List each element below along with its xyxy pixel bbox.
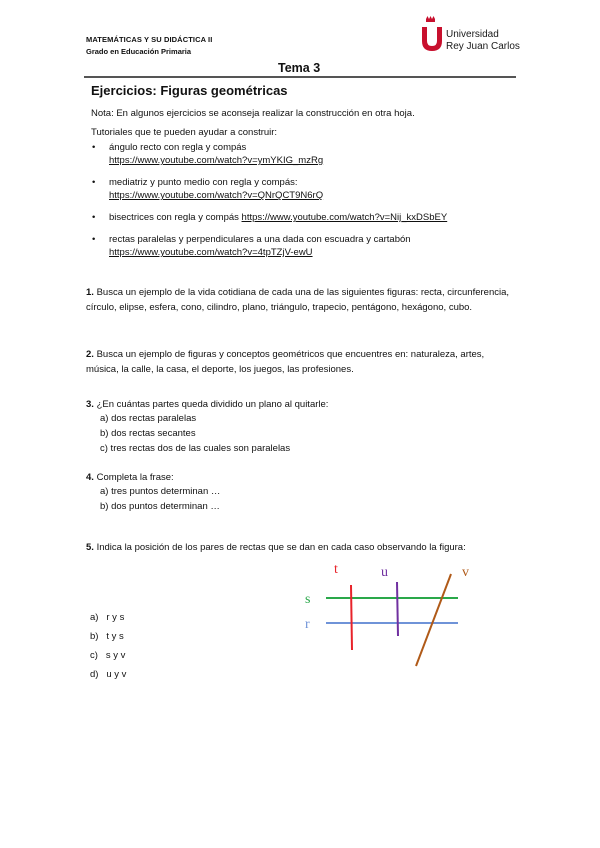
question-text: Busca un ejemplo de la vida cotidiana de cada una de las siguientes figuras: recta, circunferencia, círculo, elipse, esfera, cono, cilindro, plano, triángulo, trapecio, pentágono, hexágono, cubo. — [86, 287, 510, 313]
urjc-logo-icon — [418, 15, 446, 55]
question-text: ¿En cuántas partes queda dividido un plano al quitarle: — [96, 399, 329, 410]
question-4 — [86, 470, 516, 485]
label-r: r — [305, 617, 310, 632]
header-grade: Grado en Educación Primaria — [86, 47, 192, 56]
note-text: Nota: En algunos ejercicios se aconseja realizar la construcción en otra hoja. — [91, 108, 415, 119]
line-v — [416, 574, 451, 666]
question-number: 3. — [86, 399, 94, 410]
tutorial-link[interactable]: https://www.youtube.com/watch?v=ymYKIG_mzRg — [109, 155, 324, 166]
question-text: Indica la posición de los pares de rectas que se dan en cada caso observando la figura: — [96, 542, 466, 553]
q3-option-c: c) tres rectas dos de las cuales son paralelas — [100, 443, 291, 454]
q3-option-b: b) dos rectas secantes — [100, 428, 196, 439]
label-v: v — [462, 565, 469, 580]
tutorial-text: rectas paralelas y perpendiculares a una dada con escuadra y cartabón — [109, 234, 411, 245]
label-t: t — [334, 562, 338, 577]
bullet-icon: • — [92, 142, 96, 153]
option-label: b) — [90, 631, 99, 642]
question-number: 4. — [86, 472, 94, 483]
question-number: 5. — [86, 542, 94, 553]
header-divider — [84, 76, 516, 78]
bullet-icon: • — [92, 212, 96, 223]
q5-option-c — [90, 650, 125, 661]
option-text: t y s — [106, 631, 124, 642]
topic-heading: Tema 3 — [278, 61, 321, 75]
page-title: Ejercicios: Figuras geométricas — [91, 83, 288, 98]
q3-option-a: a) dos rectas paralelas — [100, 413, 197, 424]
option-text: u y v — [106, 669, 127, 680]
line-t — [351, 585, 352, 650]
question-3 — [86, 397, 516, 412]
option-text: s y v — [105, 650, 126, 661]
tutorials-list — [92, 141, 532, 268]
tutorial-link[interactable]: https://www.youtube.com/watch?v=QNrQCT9N6rQ — [109, 190, 324, 201]
list-item — [92, 141, 532, 167]
university-line2: Rey Juan Carlos — [446, 41, 520, 52]
list-item — [92, 176, 532, 202]
question-text: Completa la frase: — [96, 472, 174, 483]
question-number: 1. — [86, 287, 94, 298]
bullet-icon: • — [92, 177, 96, 188]
q4-option-b: b) dos puntos determinan … — [100, 501, 220, 512]
question-text: Busca un ejemplo de figuras y conceptos geométricos que encuentres en: naturaleza, artes, música, la calle, la casa, el deporte, los juegos, las profesiones. — [86, 349, 485, 375]
label-u: u — [381, 565, 388, 580]
tutorial-text: mediatriz y punto medio con regla y compás: — [109, 177, 298, 188]
tutorials-intro: Tutoriales que te pueden ayudar a construir: — [91, 127, 278, 138]
q5-option-b — [90, 631, 124, 642]
q5-option-a — [90, 612, 124, 623]
lines-figure — [300, 560, 480, 672]
tutorial-text: ángulo recto con regla y compás — [109, 142, 247, 153]
question-1 — [86, 285, 516, 315]
university-name — [446, 29, 520, 53]
option-text: r y s — [106, 612, 125, 623]
option-label: a) — [90, 612, 99, 623]
bullet-icon: • — [92, 234, 96, 245]
tutorial-text: bisectrices con regla y compás — [109, 212, 239, 223]
question-number: 2. — [86, 349, 94, 360]
q5-option-d — [90, 669, 126, 680]
university-line1: Universidad — [446, 29, 499, 40]
header-subject: MATEMÁTICAS Y SU DIDÁCTICA II — [86, 35, 213, 44]
question-5 — [86, 540, 516, 555]
tutorial-link[interactable]: https://www.youtube.com/watch?v=Nij_kxDSbEY — [241, 212, 448, 223]
tutorial-link[interactable]: https://www.youtube.com/watch?v=4tpTZjV-ewU — [109, 247, 313, 258]
option-label: d) — [90, 669, 99, 680]
list-item — [92, 233, 532, 259]
question-2 — [86, 347, 516, 377]
list-item — [92, 211, 532, 224]
q4-option-a: a) tres puntos determinan … — [100, 486, 221, 497]
line-u — [397, 582, 398, 636]
label-s: s — [305, 592, 311, 607]
option-label: c) — [90, 650, 98, 661]
